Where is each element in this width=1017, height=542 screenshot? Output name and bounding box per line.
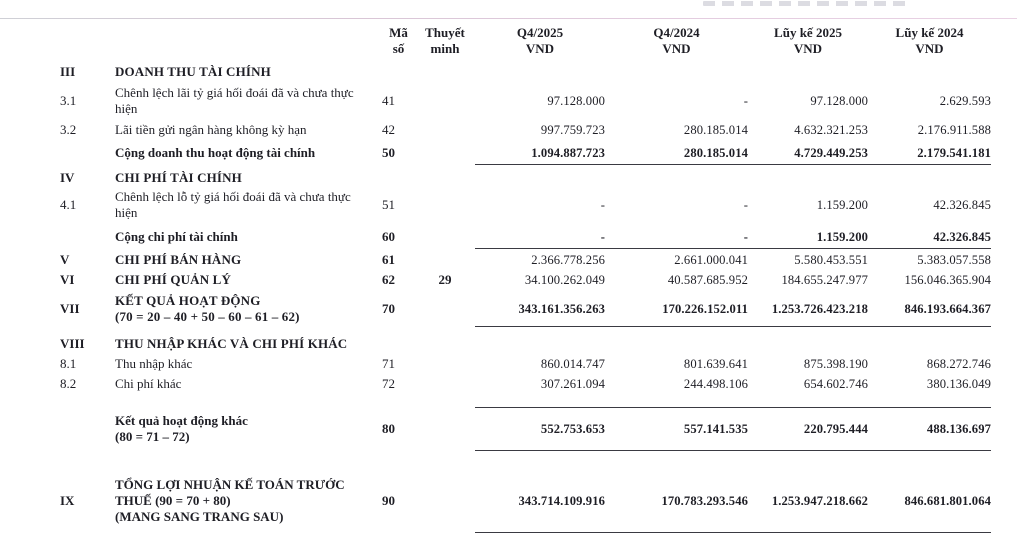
value-cell: 307.261.094: [540, 377, 605, 391]
value-cell: 280.185.014: [683, 145, 748, 160]
value-cell: -: [600, 229, 605, 244]
description-cell: KẾT QUẢ HOẠT ĐỘNG (70 = 20 – 40 + 50 – 60 – 61 – 62): [115, 293, 300, 324]
item-code-cell: 3.2: [60, 122, 77, 137]
value-cell: 184.655.247.977: [781, 273, 868, 287]
value-cell: 4.632.321.253: [794, 123, 868, 137]
ma-so-cell: 61: [382, 252, 395, 267]
description-cell: Cộng chi phí tài chính: [115, 229, 238, 244]
value-cell: 557.141.535: [683, 422, 748, 436]
value-cell: 2.176.911.588: [917, 123, 991, 137]
value-cell: 42.326.845: [933, 229, 991, 244]
item-code-cell: VIII: [60, 336, 85, 351]
value-cell: 42.326.845: [933, 198, 991, 212]
value-cell: 860.014.747: [540, 357, 605, 371]
description-cell: Chênh lệch lãi tỷ giá hối đoái đã và chưa thực hiện: [115, 85, 354, 116]
value-cell: 1.094.887.723: [531, 145, 605, 160]
ma-so-cell: 72: [382, 376, 395, 391]
value-cell: 220.795.444: [803, 422, 868, 436]
table-row-section-v: [0, 250, 1017, 270]
value-cell: 2.661.000.041: [674, 253, 748, 267]
value-cell: 552.753.653: [540, 422, 605, 436]
value-cell: 343.714.109.916: [518, 493, 605, 508]
description-cell: CHI PHÍ TÀI CHÍNH: [115, 170, 242, 185]
description-cell: Chênh lệch lỗ tỷ giá hối đoái đã và chưa thực hiện: [115, 189, 351, 220]
table-row-total-60: [0, 226, 1017, 248]
value-cell: 5.580.453.551: [794, 253, 868, 267]
value-cell: -: [600, 198, 605, 212]
item-code-cell: III: [60, 64, 76, 79]
thuyet-minh-cell: 29: [438, 272, 452, 287]
col-header-q4-2024: Q4/2024 VND: [653, 25, 700, 56]
table-row-8-2: [0, 374, 1017, 394]
table-row-8-1: [0, 354, 1017, 374]
value-cell: 801.639.641: [683, 357, 748, 371]
description-cell: Cộng doanh thu hoạt động tài chính: [115, 145, 316, 160]
value-cell: 34.100.262.049: [524, 273, 605, 287]
income-statement-table: [0, 19, 1017, 532]
table-row-section-vi: [0, 270, 1017, 290]
ma-so-cell: 70: [382, 301, 395, 316]
table-row-section-iii: [0, 62, 1017, 82]
value-cell: -: [743, 94, 748, 108]
value-cell: 997.759.723: [540, 123, 605, 137]
table-header-row: [0, 19, 1017, 57]
item-code-cell: IV: [60, 170, 75, 185]
col-header-q4-2025: Q4/2025 VND: [516, 25, 564, 56]
table-row-total-90: [0, 470, 1017, 532]
item-code-cell: 4.1: [60, 197, 77, 212]
value-cell: 488.136.697: [926, 422, 991, 436]
description-cell: DOANH THU TÀI CHÍNH: [115, 64, 271, 79]
description-cell: THU NHẬP KHÁC VÀ CHI PHÍ KHÁC: [115, 336, 348, 351]
description-cell: Thu nhập khác: [115, 356, 193, 371]
value-cell: 2.179.541.181: [917, 145, 991, 160]
table-row-3-2: [0, 120, 1017, 140]
value-cell: 4.729.449.253: [794, 145, 868, 160]
item-code-cell: V: [60, 252, 70, 267]
value-cell: 170.783.293.546: [661, 493, 748, 508]
item-code-cell: VI: [60, 272, 75, 287]
value-cell: 654.602.746: [803, 377, 868, 391]
ma-so-cell: 60: [382, 229, 395, 244]
value-cell: -: [743, 229, 748, 244]
value-cell: 1.253.947.218.662: [771, 493, 868, 508]
value-cell: 156.046.365.904: [904, 273, 991, 287]
value-cell: 1.253.726.423.218: [771, 301, 868, 316]
value-cell: 97.128.000: [810, 94, 868, 108]
col-header-luy-ke-2024: Lũy kế 2024 VND: [895, 25, 964, 56]
value-cell: 868.272.746: [926, 357, 991, 371]
description-cell: TỔNG LỢI NHUẬN KẾ TOÁN TRƯỚC THUẾ (90 = 70 + 80) (MANG SANG TRANG SAU): [115, 477, 345, 524]
value-cell: -: [743, 198, 748, 212]
ma-so-cell: 51: [382, 197, 395, 212]
table-row-4-1: [0, 188, 1017, 222]
item-code-cell: 3.1: [60, 93, 77, 108]
value-cell: 244.498.106: [683, 377, 748, 391]
description-cell: Kết quả hoạt động khác (80 = 71 – 72): [115, 413, 248, 444]
col-header-thuyet-minh: Thuyết minh: [425, 25, 465, 56]
col-header-luy-ke-2025: Lũy kế 2025 VND: [774, 25, 842, 56]
value-cell: 40.587.685.952: [667, 273, 748, 287]
description-cell: CHI PHÍ QUẢN LÝ: [115, 272, 232, 287]
value-cell: 280.185.014: [683, 123, 748, 137]
item-code-cell: IX: [60, 493, 75, 508]
header-value-columns: [475, 25, 991, 57]
value-cell: 380.136.049: [926, 377, 991, 391]
table-row-total-50: [0, 142, 1017, 164]
ma-so-cell: 62: [382, 272, 395, 287]
col-header-ma-so: Mã số: [389, 25, 408, 56]
value-cell: 2.366.778.256: [531, 253, 605, 267]
value-cell: 875.398.190: [803, 357, 868, 371]
table-row-total-70: [0, 292, 1017, 326]
description-cell: Lãi tiền gửi ngân hàng không kỳ hạn: [115, 122, 307, 137]
table-row-section-viii: [0, 334, 1017, 354]
value-cell: 97.128.000: [547, 94, 605, 108]
table-row-3-1: [0, 84, 1017, 118]
value-cell: 343.161.356.263: [518, 301, 605, 316]
value-cell: 170.226.152.011: [662, 301, 748, 316]
description-cell: CHI PHÍ BÁN HÀNG: [115, 252, 242, 267]
ma-so-cell: 42: [382, 122, 395, 137]
clipped-text-fragment: [703, 1, 908, 6]
table-row-total-80: [0, 408, 1017, 450]
item-code-cell: VII: [60, 301, 80, 316]
ma-so-cell: 41: [382, 93, 395, 108]
item-code-cell: 8.1: [60, 356, 77, 371]
value-cell: 1.159.200: [816, 198, 868, 212]
ma-so-cell: 80: [382, 421, 395, 436]
ma-so-cell: 90: [382, 493, 395, 508]
description-cell: Chi phí khác: [115, 376, 182, 391]
value-cell: 846.681.801.064: [904, 493, 991, 508]
item-code-cell: 8.2: [60, 376, 77, 391]
value-cell: 1.159.200: [816, 229, 868, 244]
ma-so-cell: 71: [382, 356, 395, 371]
table-row-section-iv: [0, 168, 1017, 188]
value-cell: 5.383.057.558: [917, 253, 991, 267]
value-cell: 2.629.593: [939, 94, 991, 108]
value-cell: 846.193.664.367: [904, 301, 991, 316]
ma-so-cell: 50: [382, 145, 395, 160]
